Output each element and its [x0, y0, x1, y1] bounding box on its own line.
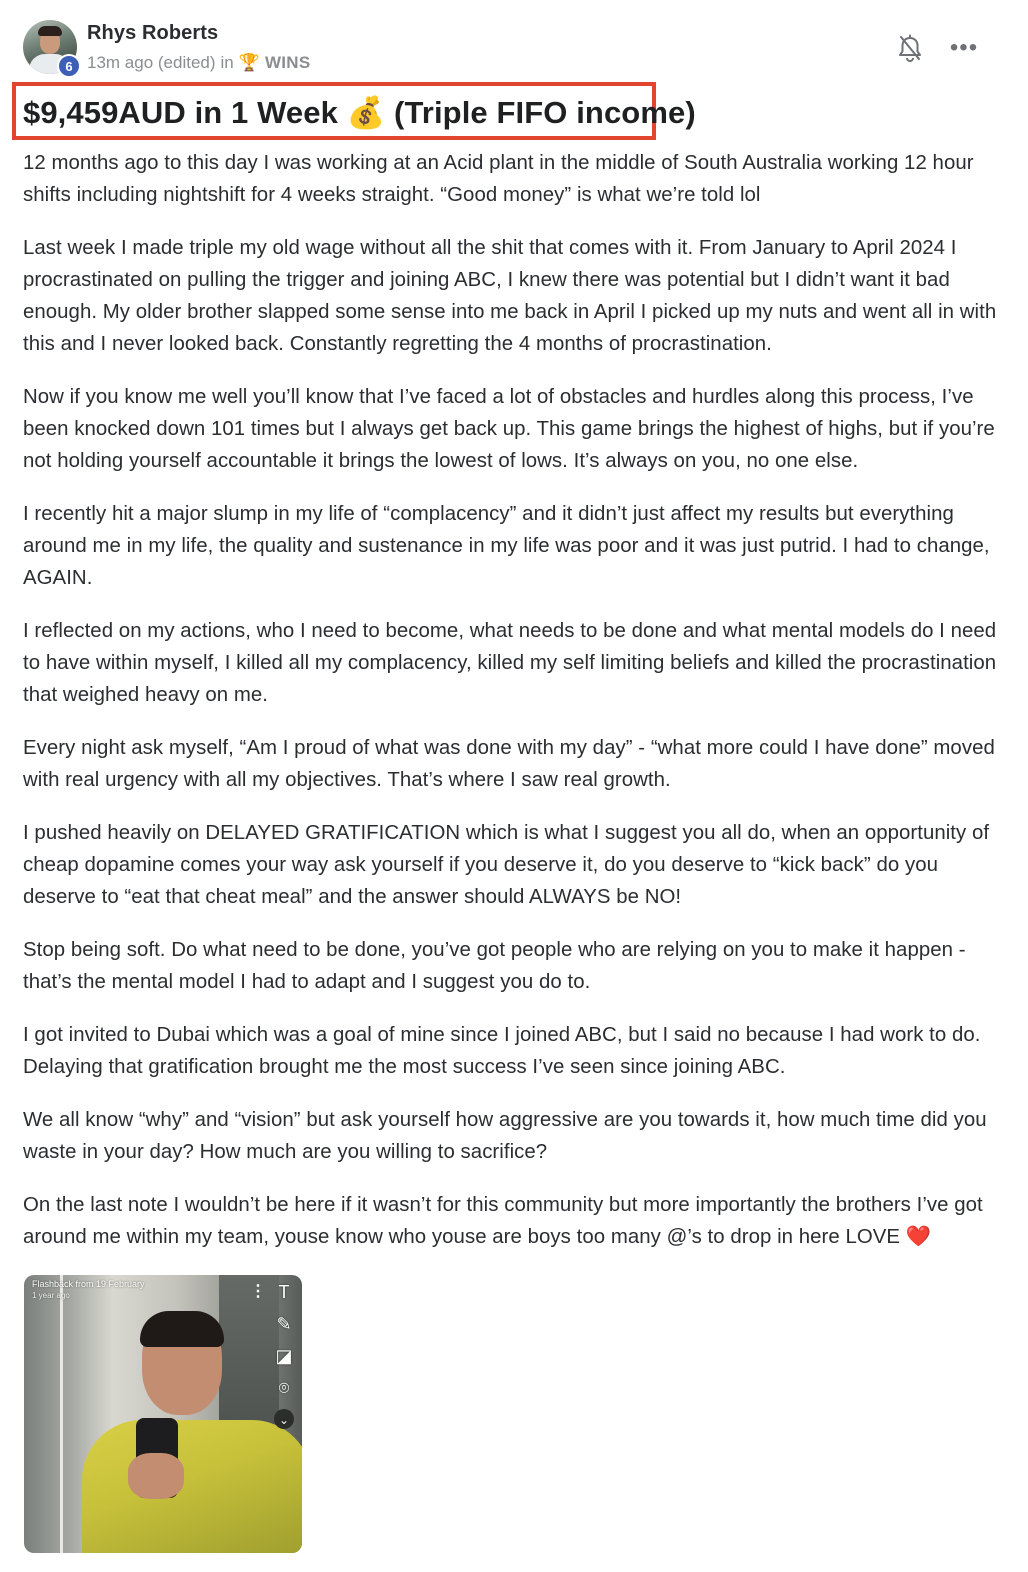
author-avatar[interactable] [23, 20, 79, 76]
body-paragraph: We all know “why” and “vision” but ask yourself how aggressive are you towards it, how much time did you waste in your day? How much are you willing to sacrifice? [23, 1109, 987, 1163]
body-paragraph: Now if you know me well you’ll know that I’ve faced a lot of obstacles and hurdles along this process, I’ve been knocked down 101 times but I always get back up. This game brings the highest of highs, but if you’re not holding yourself accountable it brings the lowest of lows. It’s always on you, no one else. [23, 386, 995, 472]
more-options-icon[interactable]: ••• [949, 34, 979, 61]
post-meta [87, 53, 311, 73]
body-paragraph: Every night ask myself, “Am I proud of what was done with my day” - “what more could I have done” moved with real urgency with all my objectives. That’s where I saw real growth. [23, 737, 995, 791]
author-name[interactable]: Rhys Roberts [87, 22, 219, 44]
post-title: $9,459AUD in 1 Week 💰 (Triple FIFO income) [23, 95, 696, 130]
body-paragraph: Last week I made triple my old wage without all the shit that comes with it. From January to April 2024 I procrastinated on pulling the trigger and joining ABC, I knew there was potential but I didn’t want it bad enough. My older brother slapped some sense into me back in April I picked up my nuts and went all in with this and I never looked back. Constantly regretting the 4 months of procrastination. [23, 237, 997, 355]
trophy-icon: 🏆 [238, 53, 260, 72]
post-image-attachment[interactable] [24, 1275, 302, 1553]
body-paragraph: I reflected on my actions, who I need to become, what needs to be done and what mental models do I need to have within myself, I killed all my complacency, killed my self limiting beliefs and killed the procrastination that weighed heavy on me. [23, 620, 997, 706]
image-menu-icon: ⋮ [250, 1283, 266, 1300]
pencil-tool-icon: ✎ [276, 1314, 292, 1334]
body-paragraph: I pushed heavily on DELAYED GRATIFICATION which is what I suggest you all do, when an opportunity of cheap dopamine comes your way ask yourself if you deserve it, do you deserve to “kick back” do you deserve to “eat that cheat meal” and the answer should ALWAYS be NO! [23, 822, 990, 908]
body-paragraph: On the last note I wouldn’t be here if it wasn’t for this community but more importantly the brothers I’ve got around me within my team, youse know who youse are boys too many @’s to drop in here LOVE ❤️ [23, 1194, 983, 1248]
sticker-tool-icon: ◪ [275, 1346, 293, 1366]
chevron-down-icon: ⌄ [274, 1409, 294, 1429]
post-time: 13m ago (edited) [87, 53, 216, 72]
image-caption-subtitle: 1 year ago [32, 1291, 70, 1300]
body-paragraph: 12 months ago to this day I was working at an Acid plant in the middle of South Australia working 12 hour shifts including nightshift for 4 weeks straight. “Good money” is what we’re told lol [23, 152, 974, 206]
text-tool-icon: T [278, 1282, 290, 1302]
body-paragraph: I got invited to Dubai which was a goal of mine since I joined ABC, but I said no because I had work to do. Delaying that gratification brought me the most success I’ve seen since joining ABC. [23, 1024, 981, 1078]
post-body [23, 147, 998, 1274]
bell-off-icon[interactable] [896, 34, 924, 64]
image-caption [32, 1279, 145, 1301]
body-paragraph: I recently hit a major slump in my life of “complacency” and it didn’t just affect my results but everything around me in my life, the quality and sustenance in my life was poor and it was just putrid. I had to change, AGAIN. [23, 503, 990, 589]
category-link[interactable]: WINS [264, 53, 311, 72]
body-paragraph: Stop being soft. Do what need to be done, you’ve got people who are relying on you to make it happen - that’s the mental model I had to adapt and I suggest you do to. [23, 939, 966, 993]
camera-tool-icon: ⌾ [278, 1378, 290, 1398]
image-caption-title: Flashback from 19 February [32, 1279, 145, 1289]
image-toolbar [272, 1281, 296, 1429]
level-badge: 6 [57, 54, 81, 78]
in-label: in [220, 53, 234, 72]
